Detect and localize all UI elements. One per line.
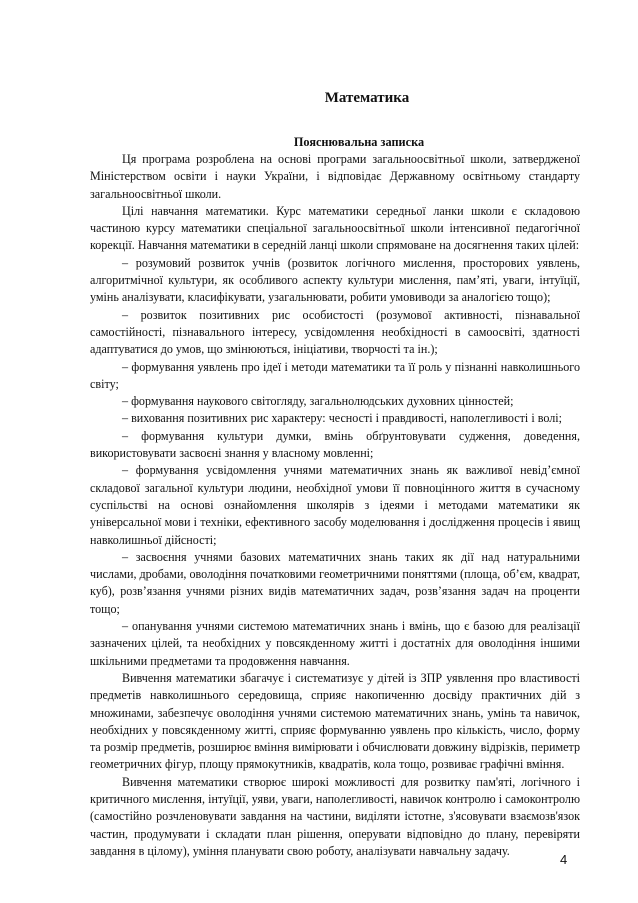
list-item-basic-knowledge: – засвоєння учнями базових математичних знань таких як дії над натуральними числами, дробами, оволодіння початковими геометричними поняттями (площа, об’єм, квадрат, куб), розв’язання учнями різних видів математичних задач, розв’язання задач на проценти тощо; <box>90 549 580 616</box>
list-item-character: – виховання позитивних рис характеру: чесності і правдивості, наполегливості і волі; <box>122 411 562 426</box>
paragraph-opportunities: Вивчення математики створює широкі можливості для розвитку пам'яті, логічного і критичного мислення, інтуїції, уяви, уваги, наполегливості, навичок контролю і самоконтролю (самостійно розчленовувати завдання на частини, виділяти істотне, з'ясовувати взаємозв'язок частин, продумувати і складати план рішення, оперувати відповідно до плану, перевіряти завдання в цілому), уміння планувати свою роботу, аналізувати навчальну задачу. <box>90 774 580 858</box>
list-item-worldview: – формування наукового світогляду, загальнолюдських духовних цінностей; <box>122 394 514 409</box>
page-title: Математика <box>324 90 410 106</box>
page-content <box>90 88 580 860</box>
list-item-personality-traits: – розвиток позитивних рис особистості (розумової активності, пізнавальної самостійності, пізнавального інтересу, усвідомлення необхідності в самоосвіті, здатності адаптуватися до умов, що змінюються, ініціативи, творчості та ін.); <box>90 307 580 357</box>
paragraph-intro: Ця програма розроблена на основі програми загальноосвітньої школи, затвердженої Міністерством освіти і науки України, і відповідає Державному освітньому стандарту загальноосвітньої школи. <box>90 152 580 201</box>
paragraph-goals: Цілі навчання математики. Курс математики середньої ланки школи є складовою частиною курсу математики спеціальної загальноосвітньої школи інтенсивної педагогічної корекції. Навчання математики в середній ланці школи спрямоване на досягнення таких цілей: <box>90 203 580 253</box>
list-item-math-awareness: – формування усвідомлення учнями математичних знань як важливої невід’ємної складової загальної культури людини, необхідної умови її повноцінного життя в сучасному суспільстві на основі ознайомлення школярів з ідеями і методами математики як універсальної мови і техніки, ефективного засобу моделювання і дослідження процесів і явищ навколишньої дійсності; <box>90 463 580 547</box>
list-item-math-ideas: – формування уявлень про ідеї і методи математики та її роль у пізнанні навколишнього світу; <box>90 359 580 391</box>
page-number: 4 <box>560 852 568 867</box>
list-item-mental-development: – розумовий розвиток учнів (розвиток логічного мислення, просторових уявлень, алгоритмічної культури, як особливого аспекту культури мислення, пам’яті, уваги, інтуїції, умінь аналізувати, класифікувати, узагальнювати, робити умовиводи за аналогією тощо); <box>90 255 580 305</box>
paragraph-enrichment: Вивчення математики збагачує і систематизує у дітей із ЗПР уявлення про властивості предметів навколишнього середовища, сприяє накопиченню досвіду практичних дій з множинами, забезпечує оволодіння учнями системою математичних знань, умінь та навичок, необхідних у повсякденному житті, сприяє формуванню уявлень про кількість, число, форму та розмір предметів, розширює вміння вимірювати і обчислювати довжину відрізків, периметр геометричних фігур, площу прямокутників, квадратів, кола тощо, розвиває графічні вміння. <box>90 670 580 772</box>
list-item-thinking-culture: – формування культури думки, вмінь обґрунтовувати судження, доведення, використовувати засвоєні знання у власному мовленні; <box>90 428 580 461</box>
section-subtitle: Пояснювальна записка <box>293 135 425 149</box>
list-item-system-mastery: – опанування учнями системою математичних знань і вмінь, що є базою для реалізації зазначених цілей, та необхідних у повсякденному житті і достатніх для оволодіння іншими шкільними предметами та продовження навчання. <box>90 619 580 668</box>
